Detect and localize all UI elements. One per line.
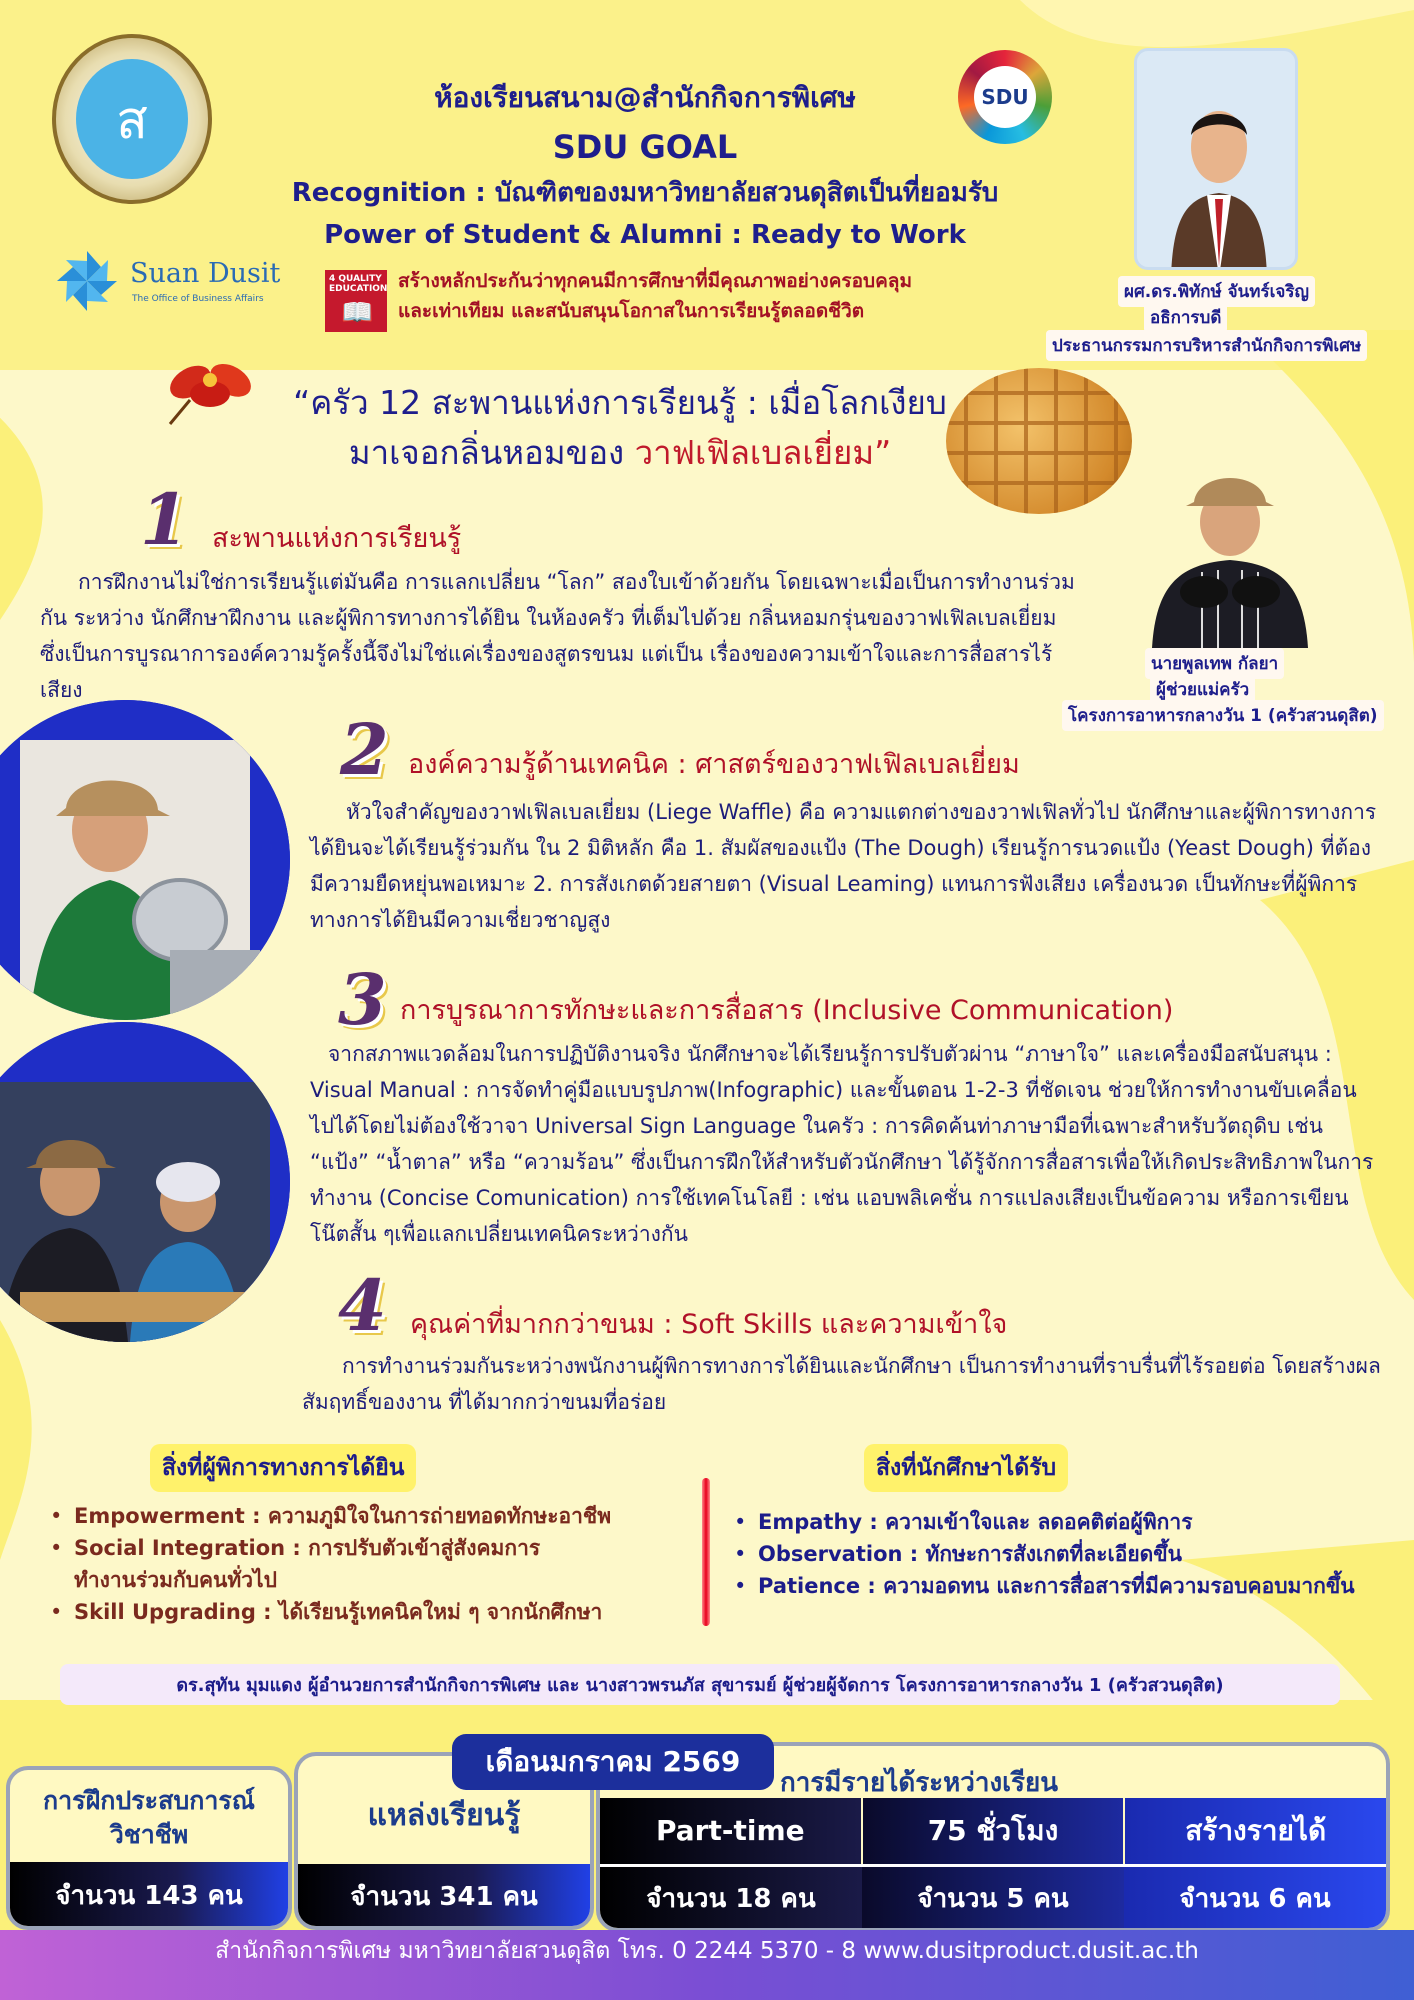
- income-value: จำนวน 6 คน: [1124, 1867, 1386, 1928]
- sdu-badge-label: SDU: [974, 66, 1036, 128]
- benefit-term: Patience: [758, 1574, 861, 1598]
- section-heading-3: การบูรณาการทักษะและการสื่อสาร (Inclusive Communication): [400, 995, 1174, 1026]
- seal-mark: ส: [76, 59, 188, 179]
- stat-card-value: จำนวน 341 คน: [298, 1864, 590, 1930]
- article-title: [270, 378, 970, 478]
- title-line-2a: มาเจอกลิ่นหอมของ: [348, 433, 635, 472]
- chef-project: โครงการอาหารกลางวัน 1 (ครัวสวนดุสิต): [1062, 700, 1384, 731]
- income-value: จำนวน 18 คน: [600, 1867, 862, 1928]
- income-label: 75 ชั่วโมง: [861, 1798, 1124, 1864]
- benefits-right-title: สิ่งที่นักศึกษาได้รับ: [864, 1444, 1068, 1492]
- benefit-desc: : การปรับตัวเข้าสู่สังคมการทำงานร่วมกับคนทั่วไป: [74, 1536, 541, 1592]
- section-number-1: 1: [140, 478, 189, 561]
- waffle-grid-icon: [946, 368, 1132, 514]
- section-number-2: 2: [340, 708, 389, 791]
- benefit-term: Social Integration: [74, 1536, 286, 1560]
- credit-line: ดร.สุทัน มุมแดง ผู้อำนวยการสำนักกิจการพิเศษ และ นางสาวพรนภัส สุขารมย์ ผู้ช่วยผู้จัดการ โครงการอาหารกลางวัน 1 (ครัวสวนดุสิต): [60, 1664, 1340, 1705]
- chef-photo: [1142, 452, 1318, 648]
- section-body-4: การทำงานร่วมกันระหว่างพนักงานผู้พิการทางการได้ยินและนักศึกษา เป็นการทำงานที่ราบรื่นที่ไร้รอยต่อ โดยสร้างผลสัมฤทธิ์ของงาน ที่ได้มากกว่าขนมที่อร่อย: [302, 1354, 1381, 1414]
- title-line-2b: วาฟเฟิลเบลเยี่ยม”: [634, 433, 892, 472]
- university-seal-logo: [52, 34, 212, 204]
- executive-photo: [1134, 48, 1298, 270]
- income-label: สร้างรายได้: [1123, 1798, 1386, 1864]
- benefits-left-title: สิ่งที่ผู้พิการทางการได้ยิน: [150, 1444, 416, 1492]
- title-line-1: “ครัว 12 สะพานแห่งการเรียนรู้ : เมื่อโลกเงียบ: [293, 383, 947, 422]
- benefit-term: Skill Upgrading: [74, 1600, 256, 1624]
- suan-dusit-logo: [52, 246, 282, 316]
- sdg4-badge: [325, 270, 387, 332]
- header-line-4: Power of Student & Alumni : Ready to Work: [324, 220, 966, 250]
- benefit-desc: : ความอดทน และการสื่อสารที่มีความรอบคอบมากขึ้น: [860, 1574, 1355, 1598]
- pinwheel-icon: [52, 246, 122, 316]
- benefit-term: Observation: [758, 1542, 903, 1566]
- suan-dusit-name: Suan Dusit: [130, 258, 281, 289]
- executive-name: ผศ.ดร.พิทักษ์ จันทร์เจริญ: [1118, 276, 1315, 307]
- title-line-2: [270, 428, 970, 478]
- income-value: จำนวน 5 คน: [862, 1867, 1124, 1928]
- benefit-desc: : ทักษะการสังเกตที่ละเอียดขึ้น: [902, 1542, 1182, 1566]
- benefit-term: Empathy: [758, 1510, 863, 1534]
- sdg-text: [398, 266, 1058, 326]
- section-number-3: 3: [338, 958, 387, 1041]
- header-line-1: ห้องเรียนสนาม@สำนักกิจการพิเศษ: [434, 81, 856, 114]
- section-number-4: 4: [338, 1264, 387, 1347]
- section-heading-4: คุณค่าที่มากกว่าขนม : Soft Skills และความเข้าใจ: [410, 1309, 1008, 1340]
- stat-card-title: แหล่งเรียนรู้: [367, 1798, 521, 1833]
- benefits-right-list: [730, 1506, 1390, 1602]
- section-heading-2: องค์ความรู้ด้านเทคนิค : ศาสตร์ของวาฟเฟิลเบลเยี่ยม: [408, 749, 1020, 780]
- income-label: Part-time: [600, 1798, 861, 1864]
- chef-position: ผู้ช่วยแม่ครัว: [1150, 674, 1255, 705]
- income-title: การมีรายได้ระหว่างเรียน: [780, 1768, 1059, 1798]
- divider: [702, 1478, 710, 1626]
- sdg-text-line-2: และเท่าเทียม และสนับสนุนโอกาสในการเรียนรู้ตลอดชีวิต: [398, 300, 865, 322]
- footer: สำนักกิจการพิเศษ มหาวิทยาลัยสวนดุสิต โทร. 0 2244 5370 - 8 www.dusitproduct.dusit.ac.th: [0, 1930, 1414, 2000]
- list-item: [46, 1500, 706, 1532]
- section-body-3: จากสภาพแวดล้อมในการปฏิบัติงานจริง นักศึกษาจะได้เรียนรู้การปรับตัวผ่าน “ภาษาใจ” และเครื่องมือสนับสนุน : Visual Manual : การจัดทำคู่มือแบบรูปภาพ(Infographic) และขั้นตอน 1-2-3 ที่ชัดเจน ช่วยให้การทำงานขับเคลื่อนไปได้โดยไม่ต้องใช้วาจา Universal Sign Language ในครัว : การคิดค้นท่าภาษามือที่เฉพาะสำหรับวัตถุดิบ เช่น “แป้ง” “น้ำตาล” หรือ “ความร้อน” ซึ่งเป็นการฝึกให้สำหรับตัวนักศึกษา ได้รู้จักการสื่อสารเพื่อให้เกิดประสิทธิภาพในการทำงาน (Concise Comunication) การใช้เทคโนโลยี : เช่น แอบพลิเคชั่น การแปลงเสียงเป็นข้อความ หรือการเขียนโน๊ตสั้น ๆเพื่อแลกเปลี่ยนเทคนิคระหว่างกัน: [310, 1042, 1374, 1246]
- section-body-2: หัวใจสำคัญของวาฟเฟิลเบลเยี่ยม (Liege Waffle) คือ ความแตกต่างของวาฟเฟิลทั่วไป นักศึกษาและผู้พิการทางการได้ยินจะได้เรียนรู้ร่วมกัน ใน 2 มิติหลัก คือ 1. สัมผัสของแป้ง (The Dough) เรียนรู้การนวดแป้ง (Yeast Dough) ที่ต้องมีความยืดหยุ่นพอเหมาะ 2. การสังเกตด้วยสายตา (Visual Leaming) แทนการฟังเสียง เครื่องนวด เป็นทักษะที่ผู้พิการทางการได้ยินมีความเชี่ยวชาญสูง: [310, 800, 1377, 932]
- sdg4-label: 4 QUALITY EDUCATION: [329, 274, 388, 294]
- executive-role: ประธานกรรมการบริหารสำนักกิจการพิเศษ: [1046, 330, 1367, 361]
- list-item: [730, 1538, 1390, 1570]
- waffle-photo: [946, 368, 1132, 514]
- stat-card-internship: [6, 1766, 292, 1930]
- list-item: [46, 1596, 706, 1628]
- section-heading-1: สะพานแห่งการเรียนรู้: [212, 523, 462, 554]
- benefit-desc: : ความภูมิใจในการถ่ายทอดทักษะอาชีพ: [244, 1504, 612, 1528]
- executive-position: อธิการบดี: [1144, 302, 1227, 333]
- chef-name: นายพูลเทพ กัลยา: [1145, 648, 1284, 679]
- stat-card-title: การฝึกประสบการณ์วิชาชีพ: [42, 1786, 256, 1849]
- header-line-3: Recognition : บัณฑิตของมหาวิทยาลัยสวนดุสิตเป็นที่ยอมรับ: [291, 178, 999, 208]
- sdu-goal-badge: [958, 50, 1052, 144]
- list-item: [730, 1570, 1390, 1602]
- section-body-1: การฝึกงานไม่ใช่การเรียนรู้แต่มันคือ การแลกเปลี่ยน “โลก” สองใบเข้าด้วยกัน โดยเฉพาะเมื่อเป็นการทำงานร่วมกัน ระหว่าง นักศึกษาฝึกงาน และผู้พิการทางการได้ยิน ในห้องครัว ที่เต็มไปด้วย กลิ่นหอมกรุ่นของวาฟเฟิลเบลเยี่ยม ซึ่งเป็นการบูรณาการองค์ความรู้ครั้งนี้จึงไม่ใช่แค่เรื่องของสูตรขนม แต่เป็น เรื่องของความเข้าใจและการสื่อสารไร้เสียง: [40, 570, 1075, 702]
- stat-card-value: จำนวน 143 คน: [10, 1862, 288, 1930]
- benefit-term: Empowerment: [74, 1504, 245, 1528]
- list-item: [730, 1506, 1390, 1538]
- benefit-desc: : ความเข้าใจและ ลดอคติต่อผู้พิการ: [862, 1510, 1193, 1534]
- benefits-left-list: [46, 1500, 706, 1628]
- month-badge: เดือนมกราคม 2569: [452, 1734, 774, 1790]
- suan-dusit-sub: The Office of Business Affairs: [132, 294, 264, 304]
- sdg-text-line-1: สร้างหลักประกันว่าทุกคนมีการศึกษาที่มีคุณภาพอย่างครอบคลุม: [398, 270, 912, 292]
- book-icon: 📖: [341, 298, 374, 328]
- income-labels-row: [600, 1798, 1386, 1864]
- list-item: [46, 1532, 706, 1596]
- benefit-desc: : ได้เรียนรู้เทคนิคใหม่ ๆ จากนักศึกษา: [255, 1600, 603, 1624]
- income-values-row: [600, 1864, 1386, 1928]
- person-icon: [1167, 77, 1271, 270]
- header-line-2: SDU GOAL: [552, 128, 738, 166]
